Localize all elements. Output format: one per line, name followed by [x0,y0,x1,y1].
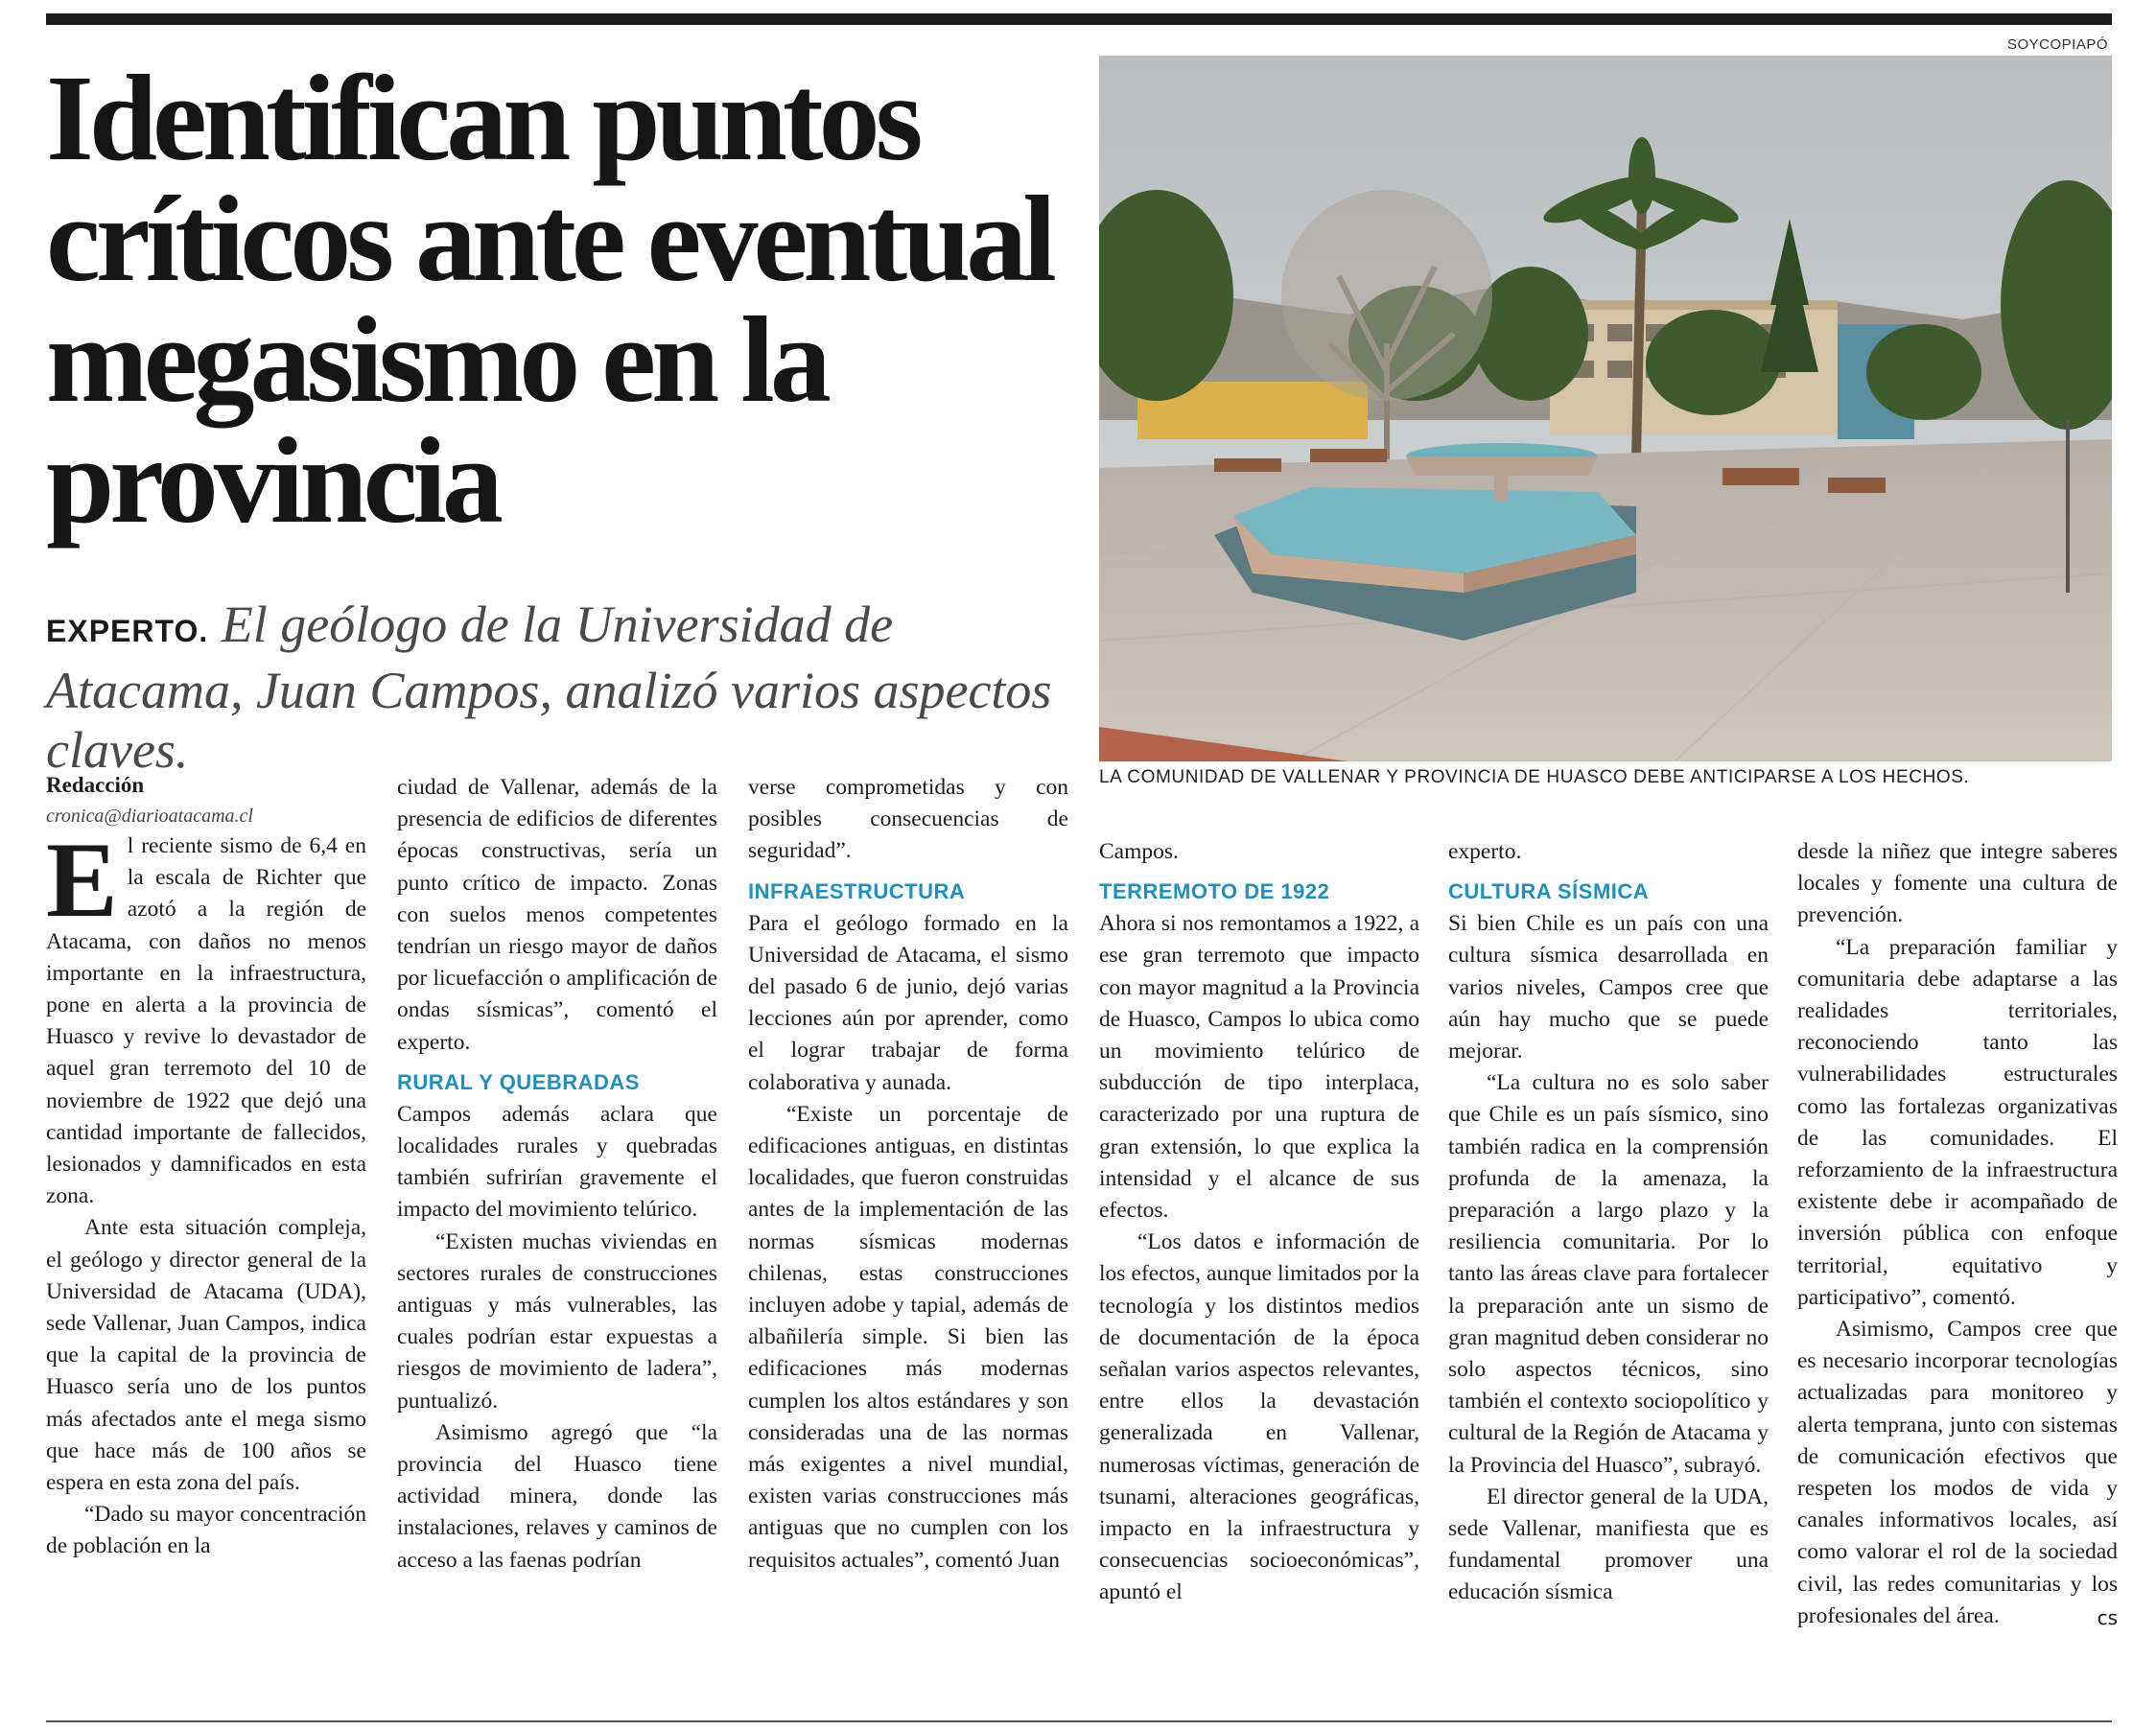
paragraph: Para el geólogo formado en la Universidad de Atacama, el sismo del pasado 6 de junio, dejó varias lecciones aún por aprender, como el lograr trabajar de forma colaborativa y aunada. [748,910,1068,1095]
end-mark-icon: cs [2097,1605,2118,1629]
paragraph-text: l reciente sismo de 6,4 en la escala de Richter que azotó a la región de Atacama, con daños no menos importante en la infraestructura, pone en alerta a la provincia de Huasco y revive lo devastador de aquel gran terremoto del 10 de noviembre de 1922 que dejó una cantidad importante de fallecidos, lesionados y damnificados en esta zona. [46,833,366,1209]
paragraph: Si bien Chile es un país con una cultura sísmica desarrollada en varios niveles, Campos cree que aún hay mucho que se puede mejorar. [1448,911,1769,1064]
paragraph: experto. [1448,839,1522,864]
article-column-6 [1797,836,2118,1634]
section-heading-rural: RURAL Y QUEBRADAS [397,1069,640,1094]
article-column-2 [397,772,717,1577]
paragraph: El director general de la UDA, sede Vallenar, manifiesta que es fundamental promover una educación sísmica [1448,1484,1769,1605]
article-column-3 [748,772,1068,1577]
subhead-text: El geólogo de la Universidad de Atacama, Juan Campos, analizó varios aspectos claves. [46,596,1052,779]
subhead [46,595,1082,780]
paragraph: Ahora si nos remontamos a 1922, a ese gran terremoto que impacto con mayor magnitud a la Provincia de Huasco, Campos lo ubica como un movimiento telúrico de subducción de tipo interplaca, caracterizado por una ruptura de gran extensión, lo que explica la intensidad y el alcance de sus efectos. [1099,911,1419,1224]
paragraph: Campos además aclara que localidades rurales y quebradas también sufrirían gravemente el impacto del movimiento telúrico. [397,1101,717,1223]
paragraph: verse comprometidas y con posibles consecuencias de seguridad”. [748,775,1068,864]
paragraph: “Existe un porcentaje de edificaciones antiguas, en distintas localidades, que fueron construidas antes de la implementación de las normas sísmicas modernas chilenas, estas construcciones incluyen adobe y tapial, además de albañilería simple. Si bien las edificaciones más modernas cumplen los altos estándares y son consideradas una de las normas más exigentes a nivel mundial, existen varias construcciones más antiguas que no cumplen con los requisitos actuales”, comentó Juan [748,1101,1068,1573]
bottom-rule [46,1720,2112,1722]
byline-name: Redacción [46,773,145,797]
headline: Identifican puntos críticos ante eventual megasismo en la provincia [46,50,1052,549]
article-column-5 [1448,836,1769,1609]
photo-credit: SOYCOPIAPÓ [2006,36,2108,53]
paragraph: “Existen muchas viviendas en sectores rurales de construcciones antiguas y más vulnerables, las cuales podrían estar expuestas a riesgos de movimiento de ladera”, puntualizó. [397,1228,717,1414]
paragraph: Asimismo agregó que “la provincia del Huasco tiene actividad minera, donde las instalaciones, relaves y caminos de acceso a las faenas podrían [397,1419,717,1573]
paragraph: Campos. [1099,839,1179,864]
paragraph: ciudad de Vallenar, además de la presencia de edificios de diferentes épocas constructivas, sería un punto crítico de impacto. Zonas con suelos menos competentes tendrían un riesgo mayor de daños por licuefacción o amplificación de ondas sísmicas”, comentó el experto. [397,775,717,1055]
paragraph-text: Asimismo, Campos cree que es necesario incorporar tecnologías actualizadas para monitoreo y alerta temprana, junto con sistemas de comunicación efectivos que respeten los modos de vida y canales informativos locales, así como valorar el rol de la sociedad civil, las redes comunitarias y los profesionales del área. [1797,1317,2118,1628]
photo-caption: LA COMUNIDAD DE VALLENAR Y PROVINCIA DE HUASCO DEBE ANTICIPARSE A LOS HECHOS. [1099,767,1970,787]
paragraph [46,821,366,1212]
byline-email: cronica@diarioatacama.cl [46,806,253,827]
photo-plaza-fountain [1099,56,2112,761]
article-column-1 [46,769,366,1563]
section-heading-cultura: CULTURA SÍSMICA [1448,879,1650,904]
paragraph: desde la niñez que integre saberes locales y fomente una cultura de prevención. [1797,839,2118,928]
paragraph: “La preparación familiar y comunitaria debe adaptarse a las realidades territoriales, reconociendo tanto las vulnerabilidades estructurales como las fortalezas organizativas de las comunidades. El reforzamiento de la infraestructura existente debe ir acompañado de inversión pública con enfoque territorial, equitativo y participativo”, comentó. [1797,934,2118,1310]
paragraph: “Los datos e información de los efectos, aunque limitados por la tecnología y los distintos medios de documentación de la época señalan varios aspectos relevantes, entre ellos la devastación generalizada en Vallenar, numerosas víctimas, generación de tsunami, alteraciones geográficas, impacto en la infraestructura y consecuencias socioeconómicas”, apuntó el [1099,1229,1419,1605]
subhead-kicker: EXPERTO. [46,614,209,648]
section-heading-terremoto: TERREMOTO DE 1922 [1099,879,1330,904]
dropcap: E [46,821,118,940]
article-column-4 [1099,836,1419,1609]
paragraph: “La cultura no es solo saber que Chile es un país sísmico, sino también radica en la comprensión profunda de la amenaza, la preparación a largo plazo y la resiliencia comunitaria. Por lo tanto las áreas clave para fortalecer la preparación ante un sismo de gran magnitud deben considerar no solo aspectos técnicos, sino también el contexto sociopolítico y cultural de la Región de Atacama y la Provincia del Huasco”, subrayó. [1448,1070,1769,1478]
paragraph: “Dado su mayor concentración de población en la [46,1502,366,1559]
paragraph: Ante esta situación compleja, el geólogo y director general de la Universidad de Atacama (UDA), sede Vallenar, Juan Campos, indica que la capital de la provincia de Huasco sería uno de los puntos más afectados ante el mega sismo que hace más de 100 años se espera en esta zona del país. [46,1215,366,1496]
section-heading-infraestructura: INFRAESTRUCTURA [748,878,966,903]
paragraph [1797,1314,2118,1632]
top-rule [46,13,2112,25]
